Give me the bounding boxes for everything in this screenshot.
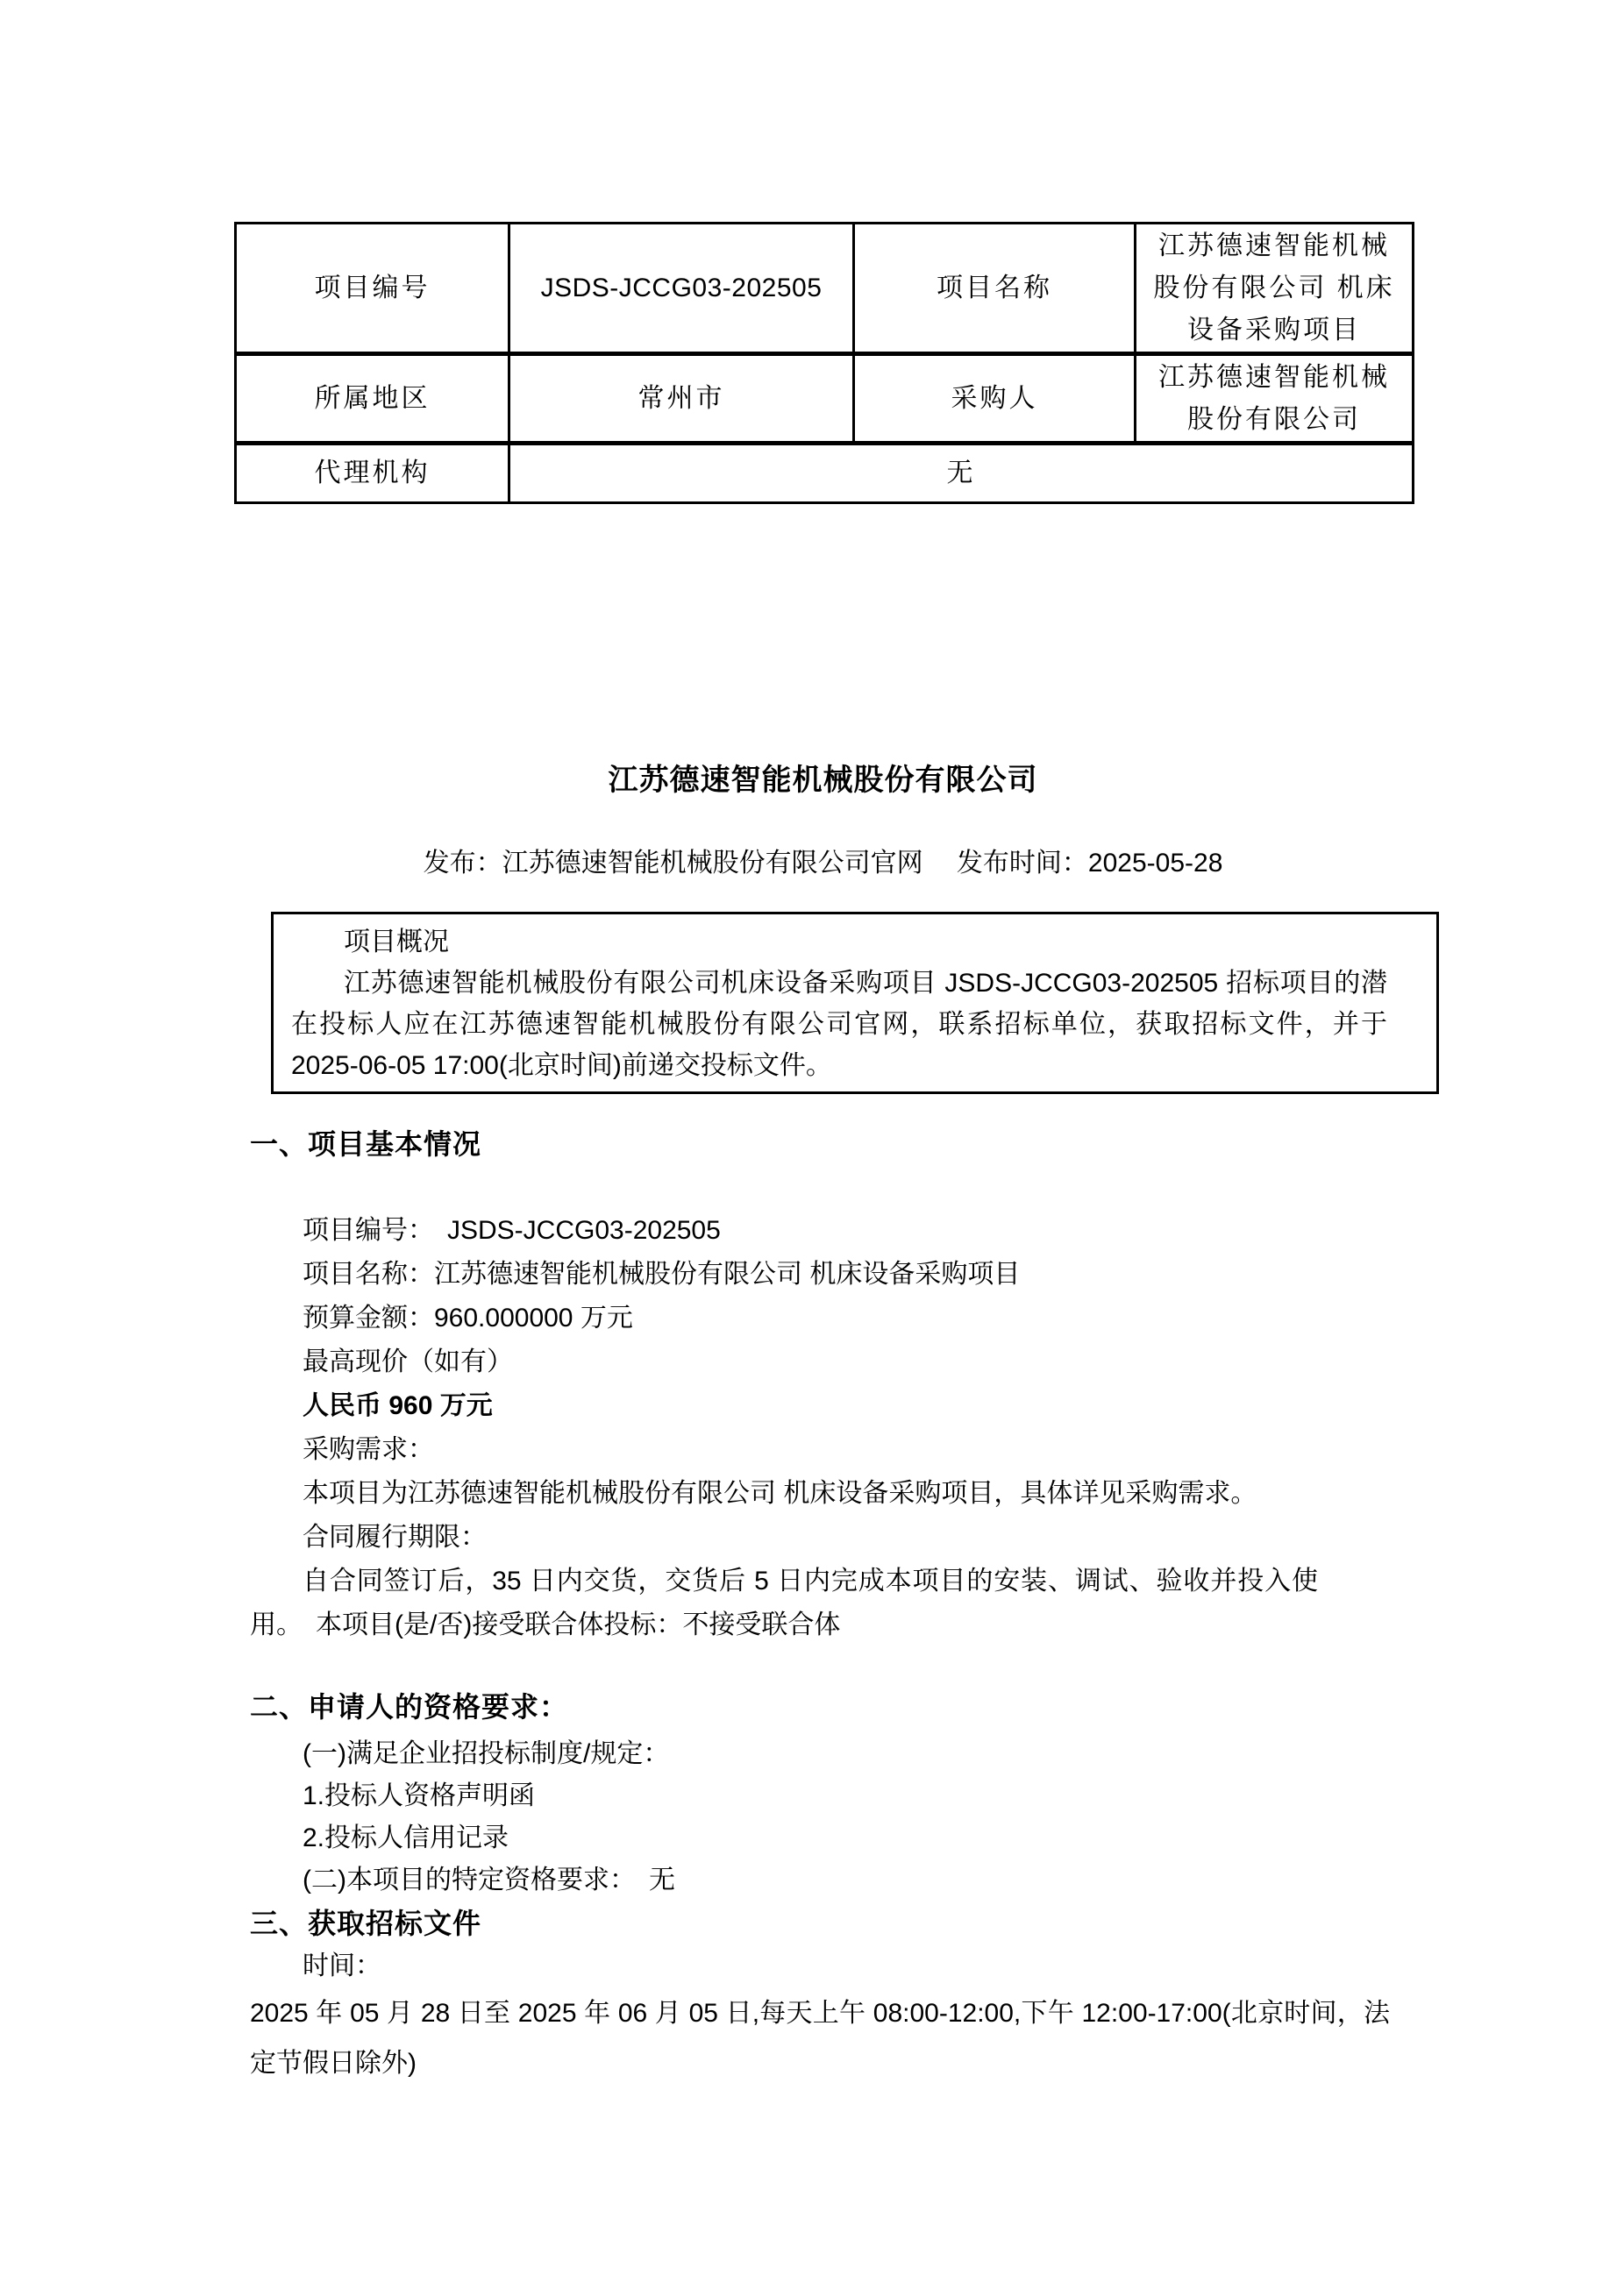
time-label: 时间：	[303, 1951, 381, 1980]
line-max-price-value: 人民币 960 万元	[303, 1391, 493, 1420]
overview-heading: 项目概况	[344, 928, 449, 956]
cell-label-project-number: 项目编号	[236, 224, 509, 354]
line-budget: 预算金额：960.000000 万元	[303, 1304, 633, 1333]
page-title: 江苏德速智能机械股份有限公司	[608, 764, 1038, 797]
time-value: 2025 年 05 月 28 日至 2025 年 06 月 05 日,每天上午 08:00-12:00,下午 12:00-17:00(北京时间，法定节假日除外)	[250, 1999, 1390, 2078]
cell-value-region: 常州市	[509, 354, 854, 444]
cell-label-region: 所属地区	[236, 354, 509, 444]
cell-label-agency: 代理机构	[236, 444, 509, 503]
table-row-project	[236, 224, 1414, 354]
section-1-heading: 一、项目基本情况	[250, 1128, 482, 1160]
cell-label-project-name: 项目名称	[854, 224, 1136, 354]
table-row-agency	[236, 444, 1414, 503]
table-row-region	[236, 354, 1414, 444]
line-demand: 本项目为江苏德速智能机械股份有限公司 机床设备采购项目，具体详见采购需求。	[303, 1479, 1257, 1508]
cell-value-project-name: 江苏德速智能机械 股份有限公司 机床 设备采购项目	[1136, 224, 1414, 354]
cell-value-agency: 无	[509, 444, 1414, 503]
section-3-heading: 三、获取招标文件	[250, 1908, 482, 1939]
line-contract-terms: 自合同签订后，35 日内交货，交货后 5 日内完成本项目的安装、调试、验收并投入使用。 本项目(是/否)接受联合体投标：不接受联合体	[250, 1567, 1318, 1639]
overview-box	[271, 912, 1439, 1094]
section-2-heading: 二、申请人的资格要求：	[250, 1691, 569, 1723]
cell-label-purchaser: 采购人	[854, 354, 1136, 444]
overview-body: 江苏德速智能机械股份有限公司机床设备采购项目 JSDS-JCCG03-202505 招标项目的潜在投标人应在江苏德速智能机械股份有限公司官网，联系招标单位，获取招标文件，并于 2025-06-05 17:00(北京时间)前递交投标文件。	[291, 969, 1387, 1080]
line-demand-label: 采购需求：	[303, 1435, 434, 1464]
requirement-item-3: 2.投标人信用记录	[303, 1823, 509, 1852]
requirement-item-1: (一)满足企业招投标制度/规定：	[303, 1739, 670, 1768]
section-1-body	[250, 1209, 1381, 1647]
cell-value-project-number: JSDS-JCCG03-202505	[509, 224, 854, 354]
section-2-body	[250, 1733, 1381, 1901]
line-project-number: 项目编号： JSDS-JCCG03-202505	[303, 1216, 721, 1245]
requirement-item-2: 1.投标人资格声明函	[303, 1781, 536, 1810]
requirement-item-4: (二)本项目的特定资格要求： 无	[303, 1866, 675, 1894]
line-contract-label: 合同履行期限：	[303, 1523, 487, 1552]
cell-value-purchaser: 江苏德速智能机械 股份有限公司	[1136, 354, 1414, 444]
line-project-name: 项目名称：江苏德速智能机械股份有限公司 机床设备采购项目	[303, 1260, 1021, 1289]
section-3-body	[250, 1944, 1390, 2088]
line-max-price-label: 最高现价（如有）	[303, 1347, 513, 1376]
publish-line: 发布：江苏德速智能机械股份有限公司官网 发布时间：2025-05-28	[423, 849, 1223, 878]
project-info-table	[234, 222, 1414, 504]
